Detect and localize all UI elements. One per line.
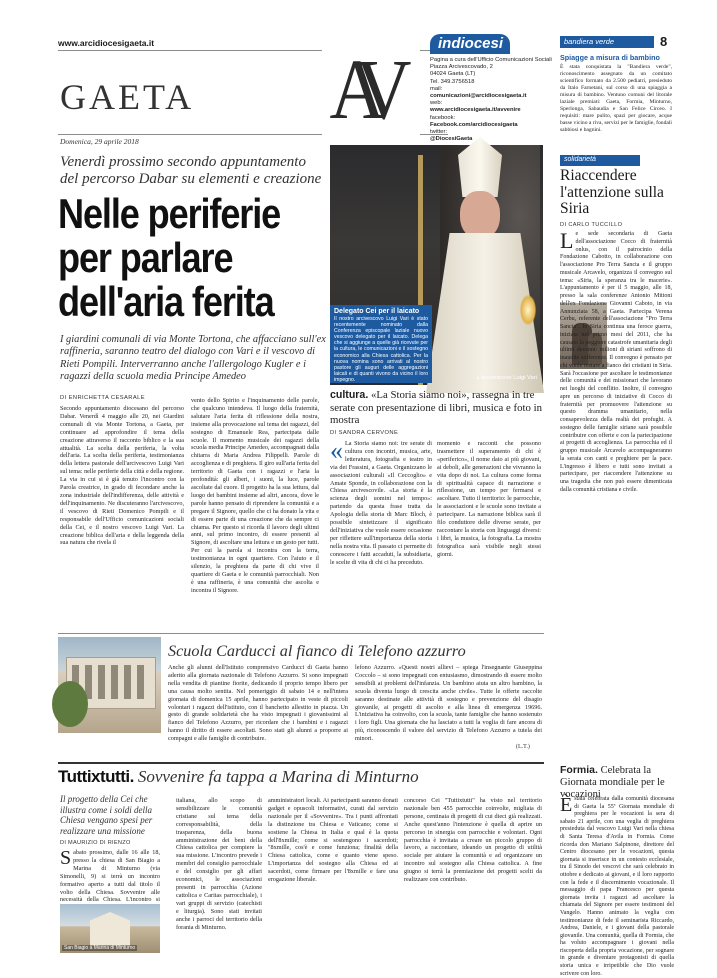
cultura-col-2: momento e racconti che possono trasmettere il superamento di chi è «periferico», il nome dato ai più giovani, ai deboli, alle generazioni che vivranno la vita dopo di noi. La cultura come forma di spiritualità capace di narrazione e riflessione, un tempo per fermarsi e ascoltare. Tutto il territorio: le parrocchie, le associazioni e le scuole sono invitate a partecipare. La narrazione biblica sarà il filo conduttore delle diverse serate, per raccontare la storia con linguaggi diversi: i libri, la musica, la fotografia. La mostra fotografica sarà visibile negli stessi giorni. [437, 440, 541, 558]
cultura-col-1-text: La Storia siamo noi: tre serate di cultura con incontri, musica, arte, letteratura, fotografia e teatro in via dei Frassini, a Gaeta. Organizzano le associazioni culturali «Il Ceccoglio» e Amate Sponde, in collaborazione con la Chiesa arcivescovile. «La storia è la scienza degli uomini nel tempo»: partendo da questa frase tratta da Apologia della storia di Marc Bloch, è possibile sintetizzare il significato dell'iniziativa che vuole essere occasione per riflettere sull'importanza della storia nella nostra vita. Il passato ci permette di conoscere i fatti accaduti, la subsidiaria, le scelte di vita di chi ci ha preceduto. [330, 440, 432, 566]
website-url[interactable]: www.arcidiocesigaeta.it [58, 38, 155, 48]
school-photo [58, 637, 161, 733]
contact-twitter[interactable]: @DiocesiGaeta [430, 136, 473, 143]
bandiera-tag: bandiera verde [564, 37, 615, 46]
carducci-body-1: Anche gli alunni dell'Istituto comprensivo Carducci di Gaeta hanno aderito alla giornata nazionale di Telefono Azzurro. Si sono impegnati nella vendita di piantine fiorite, dedicando il proprio tempo libero per una causa molto sentita. Nel pomeriggio di sabato 14 e nell'intera giornata di domenica 15 aprile, hanno partecipato in veste di piccoli volontari i ragazzi dell'istituto, con il banchetto allestito in piazza. Un gesto di grande solidarietà che ha visto impegnati i giovanissimi al fianco del Telefono Azzurro, per ricordare che i bambini e i ragazzi hanno il diritto di essere ascoltati. Sono stati gli alunni a proporre ai compagni e alle famiglie di contribuire. [168, 664, 348, 743]
tutti-headline: Sovvenire fa tappa a Marina di Minturno [137, 767, 419, 786]
indiocesi-label: indiocesi [438, 35, 504, 52]
cultura-label: cultura. [330, 389, 369, 401]
tutti-col-4: concorso Cei "Tuttixtutti" ha visto nel territorio nazionale ben 455 parrocchie coinvolte, migliaia di persone, centinaia di progetti di cui dieci già realizzati. Anche quest'anno l'intenzione è quella di aprire un percorso in sinergia con parrocchie e volontari. Ogni parrocchia è invitata a creare un piccolo gruppo di lavoro, a raccontare, ideando un progetto di utilità sociale per aiutare la comunità e ad organizzare un incontro sul sostegno alla Chiesa cattolica. A fine giugno si terrà la premiazione dei progetti scelti da realizzare con contributo. [404, 797, 542, 884]
tutti-col-1-text: abato prossimo, dalle 16 alle 18, presso la chiesa di San Biagio a Marina di Minturno (via Simonelli, 9) si terrà un incontro formativo aperto a tutti dal titolo il volto della Chiesa. Sovvenire alle necessità della Chiesa. L'incontro si [60, 849, 160, 904]
san-biagio-caption: San Biagio a Marina di Minturno [64, 945, 136, 951]
church-facade [90, 912, 130, 946]
carducci-body-2: lefono Azzurro. «Questi nostri allievi – spiega l'insegnante Giuseppina Coccolo – si sono impegnati con entusiasmo, dimostrando di essere molto sensibili ai problemi dell'infanzia. Un bambino aiuta un altro bambino, la scuola diventa luogo di crescita anche civile». Tutte le offerte raccolte saranno destinate alle attività di sostegno e prevenzione del disagio giovanile, ai progetti di ascolto e alla linea di emergenza 19696. L'iniziativa ha coinvolto, con la scuola, tante famiglie che hanno sostenuto i loro figli. Una giornata che ha lasciato a tutti la voglia di fare ancora di più, riconoscendo il valore del servizio di Telefono Azzurro a tutela dei minori. [355, 664, 542, 743]
cultura-byline: DI SANDRA CERVONE [330, 430, 399, 436]
tutti-col-1 [60, 849, 160, 909]
caption-title: Delegato Cei per il laicato [334, 308, 420, 315]
school-tree [52, 681, 88, 727]
photo-caption-box [330, 305, 432, 383]
main-kicker: Venerdì prossimo secondo appuntamento del percorso Dabar su elementi e creazione [60, 154, 322, 187]
contact-line-5: mail: [430, 85, 443, 92]
contact-line-1: Pagina a cura dell'Ufficio Comunicazioni Sociali [430, 57, 552, 63]
carducci-top-rule [58, 633, 544, 634]
headline-line-3: dell'aria ferita [58, 278, 274, 325]
solidarieta-tag: solidarietà [564, 156, 596, 163]
section-title: GAETA [60, 77, 195, 117]
candle-glow [520, 295, 536, 325]
page-number: 8 [660, 34, 668, 49]
cultura-dropcap: « [330, 436, 343, 465]
solidarieta-dropcap: L [560, 228, 574, 253]
contact-line-4: Tel. 349.3756518 [430, 78, 475, 85]
main-body-col-1: Secondo appuntamento diocesano del percorso Dabar. Venerdì 4 maggio alle 20, nei Giardini comunali di via Monte Tortona, a Gaeta, per continuare ad approfondire il tema della creazione attraverso il racconto biblico e la sua attualità. La scelta della periferia, la volta dell'aria. La scelta della periferia, testimonianza della lettera pastorale dell'arcivescovo Luigi Vari sul tema: nelle periferie della città e della regione. La via in cui si è già tenuto l'incontro con la Parola creatrice, in grado di fecondare anche la zona industriale dell'indifferenza, delle attività e dell'inquinamento. Ne discuteranno l'arcivescovo, il vescovo di Rieti Domenico Pompili e il responsabile dell'Ufficio comunicazioni sociali della Cei, e il nostro vescovo Luigi Vari. La creazione biblica dell'aria e della leggenda della sua natura che rivela il [60, 405, 184, 547]
contact-line-7: web: [430, 100, 443, 107]
tutti-col-3: amministratori locali. Ai partecipanti saranno donati gadget e opuscoli informativi, curati dal servizio nazionale per il «Sovvenire». Tra i punti affrontati la distinzione tra Chiesa e Vaticano; come si sostiene la Chiesa in Italia e qual è la quota dell'8xmille; come si sostengono i sacerdoti; "8xmille, cos'è e come funziona; finalità della Chiesa cattolica, come e quanto viene speso. L'importanza del sostegno alla Chiesa ed ai sacerdoti, come firmare per l'8xmille e fare una erogazione liberale. [268, 797, 398, 884]
formia-body-text: stata celebrata dalla comunità diocesana di Gaeta la 55ª Giornata mondiale di preghiera per le vocazioni la sera di sabato 21 aprile, con una veglia di preghiera presieduta dal vescovo Luigi Vari nella chiesa di Santa Teresa d'Avila in Formia. Come ricorda don Mariano Salpinone, direttore del Centro diocesano per le vocazioni, questa giornata si inserisce in un contesto ecclesiale, tra il Sinodo dei vescovi che sarà celebrato in ottobre e dedicato ai giovani, e il loro rapporto con la fede e il discernimento vocazionale. Il messaggio di papa Francesco per questa giornata invita i ragazzi ad ascoltare la chiamata del Signore per essere testimoni del Vangelo. Hanno animato la veglia con testimonianze di fede il seminarista Riccardo, Andrea, Daniele, e i giovani della pastorale giovanile. Una comunità, quella di Formia, che ha voluto accompagnare i giovani nella riscoperta della propria vocazione, per sognare in grande e diventare protagonisti di quella storia unica e irripetibile che Dio vuole scrivere con loro. [560, 796, 674, 977]
main-byline: DI ENRICHETTA CESARALE [60, 395, 146, 401]
tutti-headline-block [58, 767, 544, 787]
tutti-byline: DI MAURIZIO DI RIENZO [60, 840, 131, 846]
solidarieta-body-text: e sede secondaria di Gaeta dell'associazione Cocco di fraternità onlus, con il patrocinio della Fondazione Cabotto, in collaborazione con l'associazione Pro Terra Sancta e il gruppo musicale Arcavelo, organizza il convegno sul tema: «Siria, la speranza tra le macerie». L'appuntamento è per il 5 maggio, alle 18, presso la sala conferenze Antonio Mittoni dell'ex Fondazione Giovanni Caboto, in via Annunziata 58, a Gaeta. Partecipa Verena Cerbu, referente dell'associazione "Pro Terra Sancta". In Siria continua una feroce guerra, iniziata nel primo mesi del 2011, che ha causato la peggiore catastrofe umanitaria degli ultimi decenni: milioni di siriani soffrono di inaudite sofferenze. Il convegno è pensato per chi vuole restare a fianco dei cristiani in Siria. Sarà l'occasione per ascoltare le testimonianze delle comunità e dei missionari che lavorano nei luoghi del conflitto. Inoltre, il convegno apre un percorso di iniziative di Cocco di fraternità per promuovere l'attenzione su questo dramma umanitario, nella consapevolezza della realtà dei profughi. A sostegno delle famiglie siriane sarà possibile contribuire con offerte e con la partecipazione ai progetti di accoglienza. La parrocchia ed il gruppo musicale Arcavelo accompagneranno la serata con canti e preghiere per la pace. L'ingresso è libero e tutti sono invitati a partecipare, per riaccendere l'attenzione su una tragedia che non può essere dimenticata dalla comunità cristiana e civile. [560, 231, 672, 493]
bandiera-title: Spiagge a misura di bambino [560, 53, 660, 62]
main-deck: I giardini comunali di via Monte Tortona, che affacciano sull'ex raffineria, saranno teatro del dialogo con Vari e il vescovo di Rieti Pompili. Interverranno anche l'allergologo Kugler e i ragazzi della scuola media Principe Amedeo [60, 334, 326, 382]
headline-line-2: per parlare [58, 234, 233, 281]
contact-facebook[interactable]: Facebook.com/arcidiocesigaeta [430, 121, 518, 128]
tutti-deck: Il progetto della Cei che illustra come i soldi della Chiesa vengano spesi per realizzare una missione [60, 794, 153, 836]
contact-line-3: 04024 Gaeta (LT) [430, 71, 476, 78]
carducci-headline: Scuola Carducci al fianco di Telefono azzurro [168, 642, 466, 660]
avvenire-logo [322, 40, 420, 138]
headline-line-1: Nelle periferie [58, 190, 281, 237]
formia-headline: Celebrata la Giornata mondiale per le vocazioni [560, 765, 665, 800]
issue-date: Domenica, 29 aprile 2018 [60, 137, 139, 146]
photo-credit: L'arcivescovo Luigi Vari [476, 375, 537, 381]
formia-dropcap: È [560, 794, 573, 816]
contact-email[interactable]: comunicazioni@arcidiocesigaeta.it [430, 93, 527, 100]
carducci-signature: (L.T.) [516, 744, 530, 750]
bandiera-tag-bar [560, 36, 654, 48]
contact-line-11: twitter: [430, 129, 448, 136]
indiocesi-badge [430, 34, 510, 54]
main-headline [58, 192, 307, 324]
caption-text: Il nostro arcivescovo Luigi Vari è stato recentemente nominato dalla Conferenza episcopale laziale nuovo vescovo delegato per il laicato. Delega che si aggiunge a quelle già ricevute per la cultura, le comunicazioni e il sostegno economico alla Chiesa cattolica. Per la nuova nomina sono arrivati al nostro pastore gli auguri delle aggregazioni laicali e di quanti vivono da vicino il loro impegno. [334, 316, 428, 383]
main-body-col-2: vento dello Spirito e l'inquinamento delle parole, che qualcuno intendeva. Il luogo della fraternità, salutare l'aria ferita di riflessione della nostra, insieme alla provocazione sul tema dei ragazzi, del sostegno di Emanuele Rea, partecipata dalle scuole. Il momento musicale dei ragazzi della scuola media Principe Amedeo, accompagnati dalla chitarra di Maria Andrea Filippelli. Parole di accoglienza e di preghiera. Il giro sull'aria ferita del territorio di Gaeta con i ragazzi e l'aria la profondità: gli alberi, i suoni, la luce, parole ascoltate dal cuore. Il progetto ha la sua lettura, dal luogo dei bambini insieme ad altri, ancora, dove le parole hanno pensato di riprendere la comunità e a pregare il Signore, quello che ci ha donato la vita e di essere parte di una creazione che da sempre ci chiama. Per questo si ricorda il lavoro degli ultimi anni, sul primo incontro, di essere presenti al Signore, di ascoltare una lettura e un gesto per tutti. Per cui la parola si incontra con la terra, testimonianza in ogni quartiere. Con l'aiuto e il silenzio, la preghiera da parte di chi vive il quartiere di Gaeta e le comunità parrocchiali. Non è una raffineria, è una comunità che ascolta e incontra il Signore. [191, 397, 319, 594]
tutti-label: Tuttixtutti. [58, 767, 134, 786]
san-biagio-photo [60, 904, 160, 953]
cultura-col-1 [330, 436, 432, 626]
tutti-top-rule [58, 762, 544, 764]
tutti-col-2: italiana, allo scopo di sensibilizzare le comunità cristiane sul tema della corresponsabilità, della trasparenza, della buona amministrazione dei beni della Chiesa cattolica per compiere la sua missione. L'incontro prevede i membri del consiglio parrocchiale e del consiglio per gli affari economici, le associazioni presenti in parrocchia (Azione cattolica e Caritas parrocchiale), i vari gruppi di servizio (catechisti e liturgia). Sono stati invitati anche i parroci del territorio della forania di Minturno. [176, 797, 262, 931]
face-shape [460, 191, 500, 239]
tutti-dropcap: S [60, 847, 72, 869]
cultura-headline: «La Storia siamo noi», rassegna in tre serate con presentazione di libri, musica e foto in mostra [330, 389, 542, 426]
contact-line-2: Piazza Arcivescovado, 2 [430, 64, 493, 71]
solidarieta-byline: DI CARLO TUCCILLO [560, 222, 623, 228]
logo-letters: AV [329, 41, 392, 137]
formia-label: Formia. [560, 764, 598, 776]
solidarieta-headline: Riaccendere l'attenzione sulla Siria [560, 167, 664, 217]
contact-web[interactable]: www.arcidiocesigaeta.it/avvenire [430, 107, 521, 114]
bandiera-body: È stata conquistata la "Bandiera verde", riconoscimento assegnato da un comitato scientifico formato da 2.500 pediatri, presieduto da Italo Farnetani, sul corso di una spiaggia a misura di bambino. Ventuno comuni del litorale laziale premiati: Gaeta, Formia, Minturno, Sperlonga, Sabaudia e San Felice Circeo. I requisiti: mare pulito, spazi per giocare, acque basse vicino a riva, servizi per le famiglie, fondali sabbiosi e bagnini. [560, 64, 672, 133]
solidarieta-tag-bar [560, 155, 640, 166]
cultura-headline-block [330, 389, 544, 427]
formia-body [560, 794, 674, 977]
contact-line-9: facebook: [430, 114, 456, 121]
